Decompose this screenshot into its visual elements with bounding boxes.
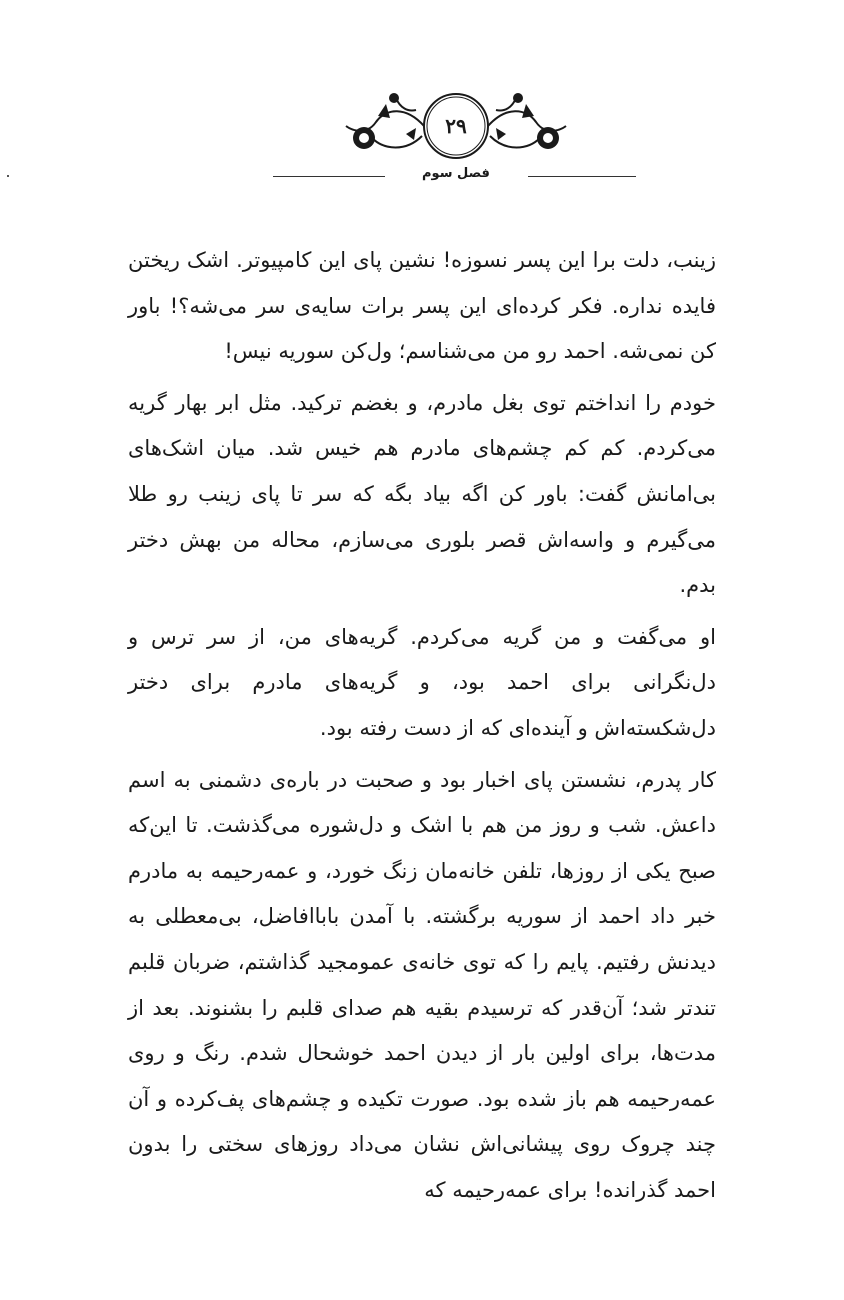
paragraph: زینب، دلت برا این پسر نسوزه! نشین پای این کامپیوتر. اشک ریختن فایده نداره. فکر کرده‌ای این پسر برات سایه‌ی سر می‌شه؟! باور کن نمی‌شه. احمد رو من می‌شناسم؛ ول‌کن سوریه نیس! <box>128 248 716 364</box>
page-header <box>0 80 844 200</box>
chapter-title: فصل سوم <box>422 166 490 181</box>
page-number: ۲۹ <box>445 114 467 138</box>
header-rule-right <box>528 176 636 177</box>
paragraph: او می‌گفت و من گریه می‌کردم. گریه‌های من، از سر ترس و دل‌نگرانی برای احمد بود، و گریه‌های مادرم برای دختر دل‌شکسته‌اش و آینده‌ای که از دست رفته بود. <box>128 624 716 740</box>
body-text <box>128 238 716 1213</box>
header-rule-left <box>273 176 385 177</box>
scan-speck <box>7 175 9 177</box>
paragraph: خودم را انداختم توی بغل مادرم، و بغضم ترکید. مثل ابر بهار گریه می‌کردم. کم کم چشم‌های مادرم هم خیس شد. میان اشک‌های بی‌امانش گفت: باور کن اگه بیاد بگه که سر تا پای زینب رو طلا می‌گیرم و واسه‌اش قصر بلوری می‌سازم، محاله من بهش دختر بدم. <box>128 390 716 598</box>
paragraph: کار پدرم، نشستن پای اخبار بود و صحبت در باره‌ی دشمنی به اسم داعش. شب و روز من هم با اشک و دل‌شوره می‌گذشت. تا این‌که صبح یکی از روزها، تلفن خانه‌مان زنگ خورد، و عمه‌رحیمه به مادرم خبر داد احمد از سوریه برگشته. با آمدن باباافاضل، بی‌معطلی به دیدنش رفتیم. پایم را که توی خانه‌ی عمومجید گذاشتم، ضربان قلبم تندتر شد؛ آن‌قدر که ترسیدم بقیه هم صدای قلبم را بشنوند. بعد از مدت‌ها، برای اولین بار از دیدن احمد خوشحال شدم. رنگ و روی عمه‌رحیمه هم باز شده بود. صورت تکیده و چشم‌های پف‌کرده و آن چند چروک روی پیشانی‌اش نشان می‌داد روزهای سختی را بدون احمد گذرانده! برای عمه‌رحیمه که <box>128 767 716 1202</box>
